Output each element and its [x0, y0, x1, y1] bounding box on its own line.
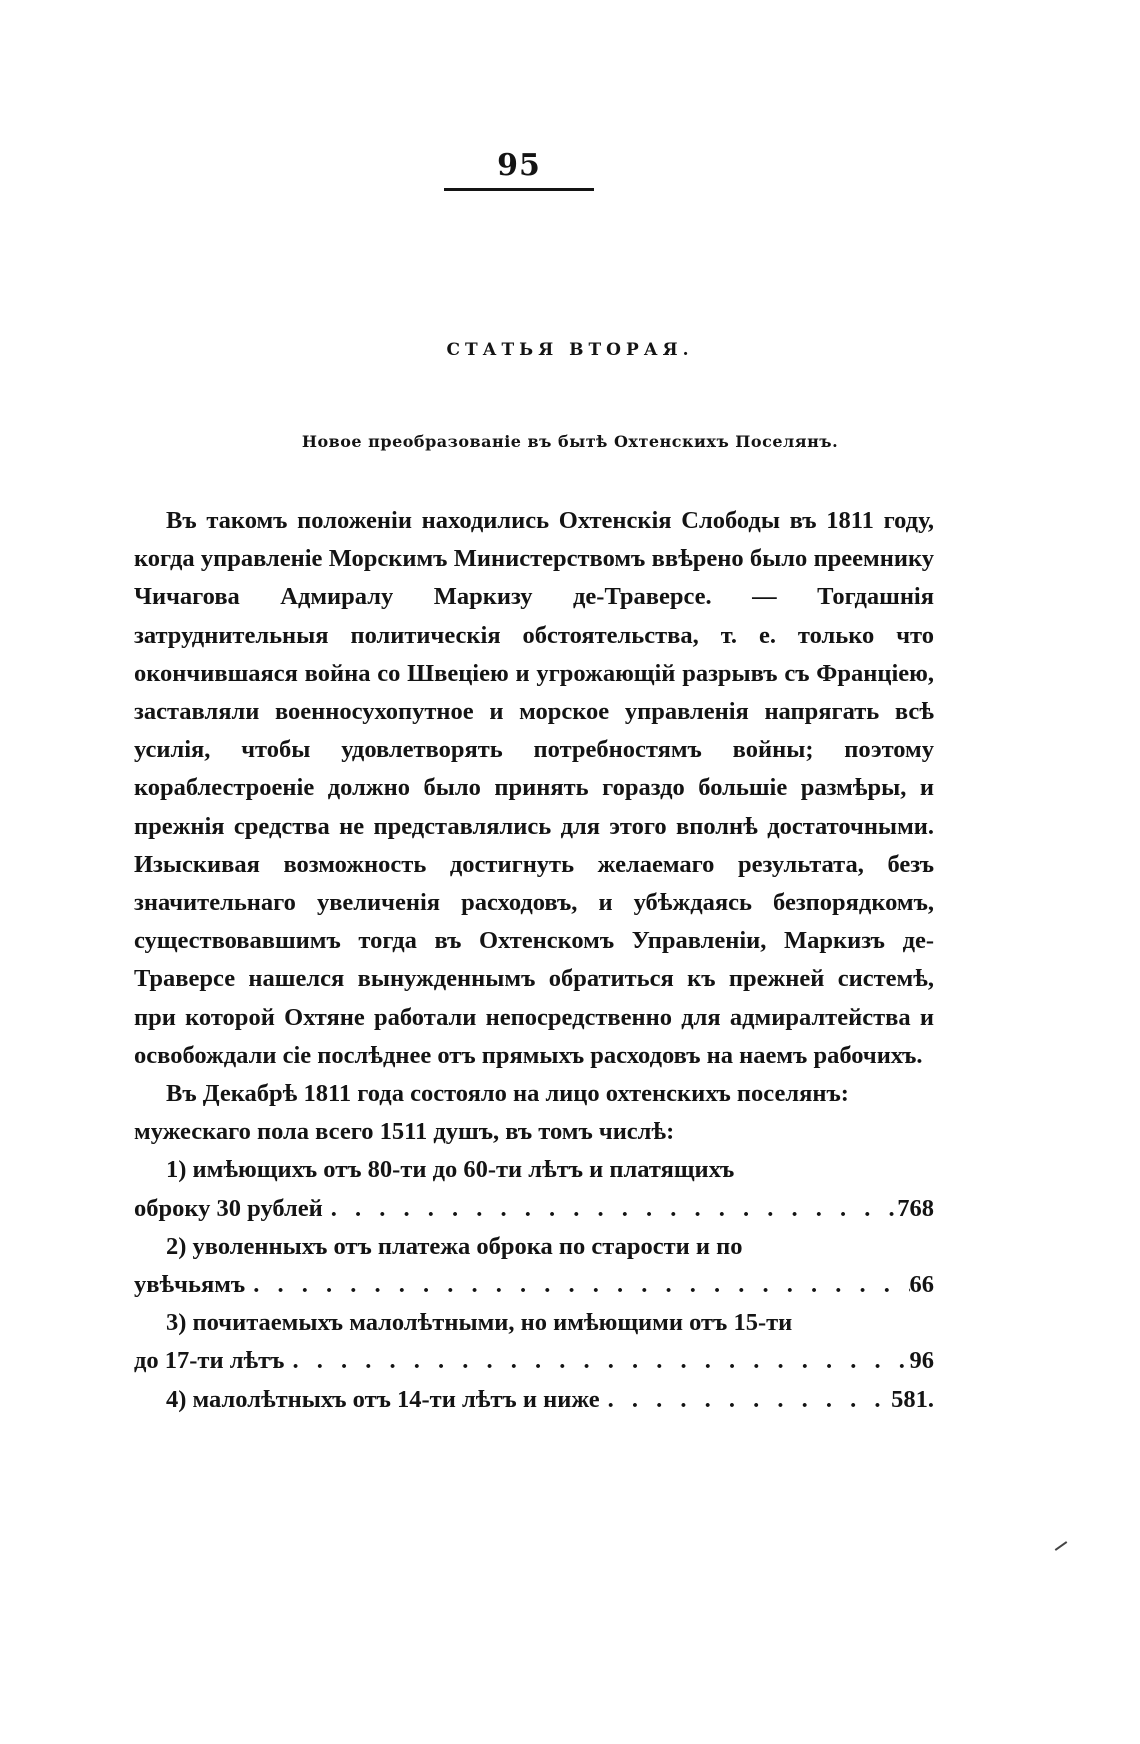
pencil-mark [1055, 1541, 1068, 1551]
dot-leader [284, 1342, 909, 1380]
list-item-4-label: 4) малолѣтныхъ отъ 14-ти лѣтъ и ниже [166, 1385, 600, 1413]
page-number: 95 [497, 148, 541, 183]
list-item-2-value: 66 [909, 1271, 934, 1299]
list-item-3-label: до 17-ти лѣтъ [134, 1347, 285, 1375]
dot-leader [600, 1381, 891, 1419]
list-item-4-value: 581. [891, 1385, 934, 1413]
list-item-2-text: 2) уволенныхъ отъ платежа оброка по старости и по [166, 1232, 743, 1260]
list-item-1-text: 1) имѣющихъ отъ 80-ти до 60-ти лѣтъ и платящихъ [166, 1156, 735, 1184]
paragraph-1: Въ такомъ положеніи находились Охтенскія Слободы въ 1811 году, когда управленіе Морскимъ Министерствомъ ввѣрено было преемнику Чичагова Адмиралу Маркизу де-Траверсе. — Тогдашнія затруднительныя политическія обстоятельства, т. е. только что окончившаяся война со Швеціею и угрожающій разрывъ съ Франціею, заставляли военносухопутное и морское управленія напрягать всѣ усилія, чтобы удовлетворять потребностямъ войны; поэтому кораблестроеніе должно было принять гораздо большіе размѣры, и прежнія средства не представлялись для этого вполнѣ достаточными. Изыскивая возможность достигнуть желаемаго результата, безъ значительнаго увеличенія расходовъ, и убѣждаясь безпорядкомъ, существовавшимъ тогда въ Охтенскомъ Управленіи, Маркизъ де-Траверсе нашелся вынужденнымъ обратиться къ прежней системѣ, при которой Охтяне работали непосредственно для адмиралтейства и освобождали сіе послѣднее отъ прямыхъ расходовъ на наемъ рабочихъ. [134, 507, 934, 1069]
paragraph-2-line-1: Въ Декабрѣ 1811 года состояло на лицо охтенскихъ поселянъ: [166, 1080, 849, 1108]
list-item-3-value: 96 [909, 1347, 934, 1375]
dot-leader [245, 1266, 909, 1304]
body-text [134, 502, 934, 1419]
page-number-rule [444, 188, 594, 191]
list-item-3-text: 3) почитаемыхъ малолѣтными, но имѣющими отъ 15-ти [166, 1309, 793, 1337]
article-subtitle: Новое преобразованіе въ бытѣ Охтенскихъ Поселянъ. [301, 432, 839, 451]
list-item-2-row [134, 1266, 934, 1304]
list-item-1-label: оброку 30 рублей [134, 1194, 323, 1222]
list-item-2-label: увѣчьямъ [134, 1271, 246, 1299]
dot-leader [323, 1190, 897, 1228]
list-item-1-row [134, 1190, 934, 1228]
list-item-3-row [134, 1342, 934, 1380]
list-item-1-value: 768 [897, 1194, 934, 1222]
paragraph-2-line-2: мужескаго пола всего 1511 душъ, въ томъ числѣ: [134, 1118, 675, 1146]
article-title: СТАТЬЯ ВТОРАЯ. [446, 340, 694, 360]
list-item-4-row [134, 1381, 934, 1419]
